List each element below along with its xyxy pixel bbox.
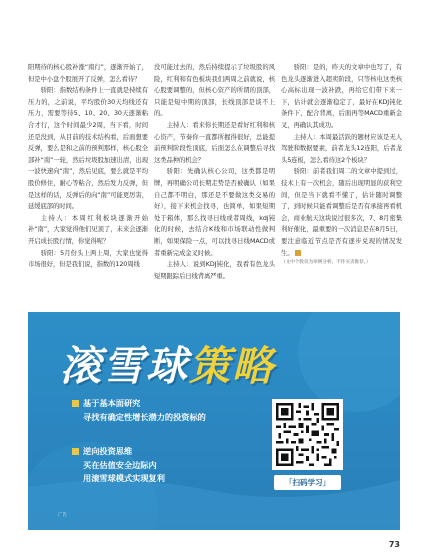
end-of-article-mark bbox=[295, 250, 301, 256]
paragraph: 骄阳：是的，昨天的文章中也写了，有色龙头逐渐进入超卖阶段，只等核电这类核心高标出现一波补跌，再给它们带下来一下，估计就会逐渐稳定了，最好在KDJ钝化条件下，配合背离，后面再等MACD重新金叉，再确认其成功。 bbox=[281, 64, 402, 129]
ad-line: 逆向投资思维 bbox=[83, 446, 133, 456]
brand-title-part: 滚雪球 bbox=[60, 342, 189, 390]
qr-code-icon bbox=[276, 403, 339, 466]
paragraph-text: 骄阳：前者我们周二的文章中提到过，技术上有一次机会，随后出现明显的获利空间，但是当下就看不懂了，估计随时调整了，到时候只能看调整后是否有承接再看机会，商业航天这块说过很多次，7、8月密集利好催化，最重要的一次消息是在8月5日，要注意临近节点是否有逐步兑现的情况发生。 bbox=[281, 168, 402, 257]
paragraph: 主持人：本周红利板块逐渐开始补“南”，大家觉得他们见顶了，未来会逐渐开启成长股行情，你觉得呢？ bbox=[28, 214, 148, 245]
paragraph: 骄阳：指数结构条件上一直就是持续有压力的，之前说，平均股价30天均线还有压力，需要等待5、10、20、30天逐渐粘合才行，这个时间最少2周，当下看，时间还是没到，从目前的技术结构看，后面想要反弹，要么是和之前的预判那样，核心股全部补“南”一轮，然后垃圾股加速出清，出现一波快速向“南”，然后见底，要么就是平均股价修住，耐心等粘合，然后发力反弹，但是这样的话，反弹后的向“南”可能更厉害，延缓底部的时间。 bbox=[28, 87, 148, 211]
paragraph: 骄阳：先确认核心公司，这类都是明牌，再明确公司长期走势是否被确认（如果自己都不明白，那还是不要做这类交易的好），接下来机会找寻，也简单，如果短期处于箱体，那么找寻日线或者周线，kdj钝化的时候，去结合K线和市场联动性做判断，如果保险一点，可以找寻日线MACD或者重新完成金叉时候。 bbox=[154, 168, 275, 257]
qr-code[interactable] bbox=[272, 399, 343, 470]
ad-bullet-1 bbox=[83, 397, 206, 424]
article-column-3 bbox=[281, 62, 402, 308]
paragraph bbox=[281, 166, 402, 259]
paragraph: 骄阳：5月份头上两上周，大家也觉得市场很好，但是我们说，指数的120周线 bbox=[28, 249, 148, 269]
paragraph: 主持人：本周最活跃的题材应该是无人驾驶和数据要素，前者龙头12连阳，后者龙头5连板，怎么看待这2个板块？ bbox=[281, 133, 402, 164]
paragraph: 主持人：说到KDJ钝化，我看有色龙头短期跟踪后日线背离严重。 bbox=[154, 261, 275, 280]
scan-to-learn-label: 「扫码学习」 bbox=[274, 475, 341, 490]
ad-line: 寻找有确定性增长潜力的投资标的 bbox=[83, 411, 206, 422]
paragraph: 没可能过去的，然后持续提示了垃圾股的风险，红利和有色板块我们两周之前就说，核心股要调整的，但核心资产的所谓的顶部，只能是短中期的顶部，长线顶部是谈不上的。 bbox=[154, 64, 275, 118]
bullet-marker bbox=[72, 448, 79, 455]
ad-line: 基于基本面研究 bbox=[83, 398, 141, 408]
brand-title-highlight: 策略 bbox=[189, 342, 275, 390]
advertisement-banner[interactable] bbox=[28, 312, 400, 530]
article-column-2 bbox=[154, 62, 275, 308]
paragraph: 主持人：看来你长期还是看好红利和核心资产，节奏你一直都所握得很好，总能提前预判阶段性顶底，后面怎么在调整后寻找这类品种的机会？ bbox=[154, 121, 275, 164]
page-number: 73 bbox=[388, 540, 400, 549]
disclaimer-note: （文中个股仅为举例分析，不作买卖推荐。） bbox=[281, 260, 371, 266]
ad-line: 用滚雪球模式实现复利 bbox=[83, 473, 165, 483]
bullet-marker bbox=[72, 400, 79, 407]
paragraph: 阳期待的核心股补涨“南行”，逐渐开始了，但是中小盘个股展开了反弹，怎么看待？ bbox=[28, 64, 148, 83]
ad-bullet-2 bbox=[83, 445, 165, 486]
ad-label: 广告 bbox=[58, 513, 67, 518]
article-column-1 bbox=[28, 62, 148, 308]
ad-line: 买在估值安全边际内 bbox=[83, 459, 157, 470]
brand-title bbox=[60, 341, 275, 391]
